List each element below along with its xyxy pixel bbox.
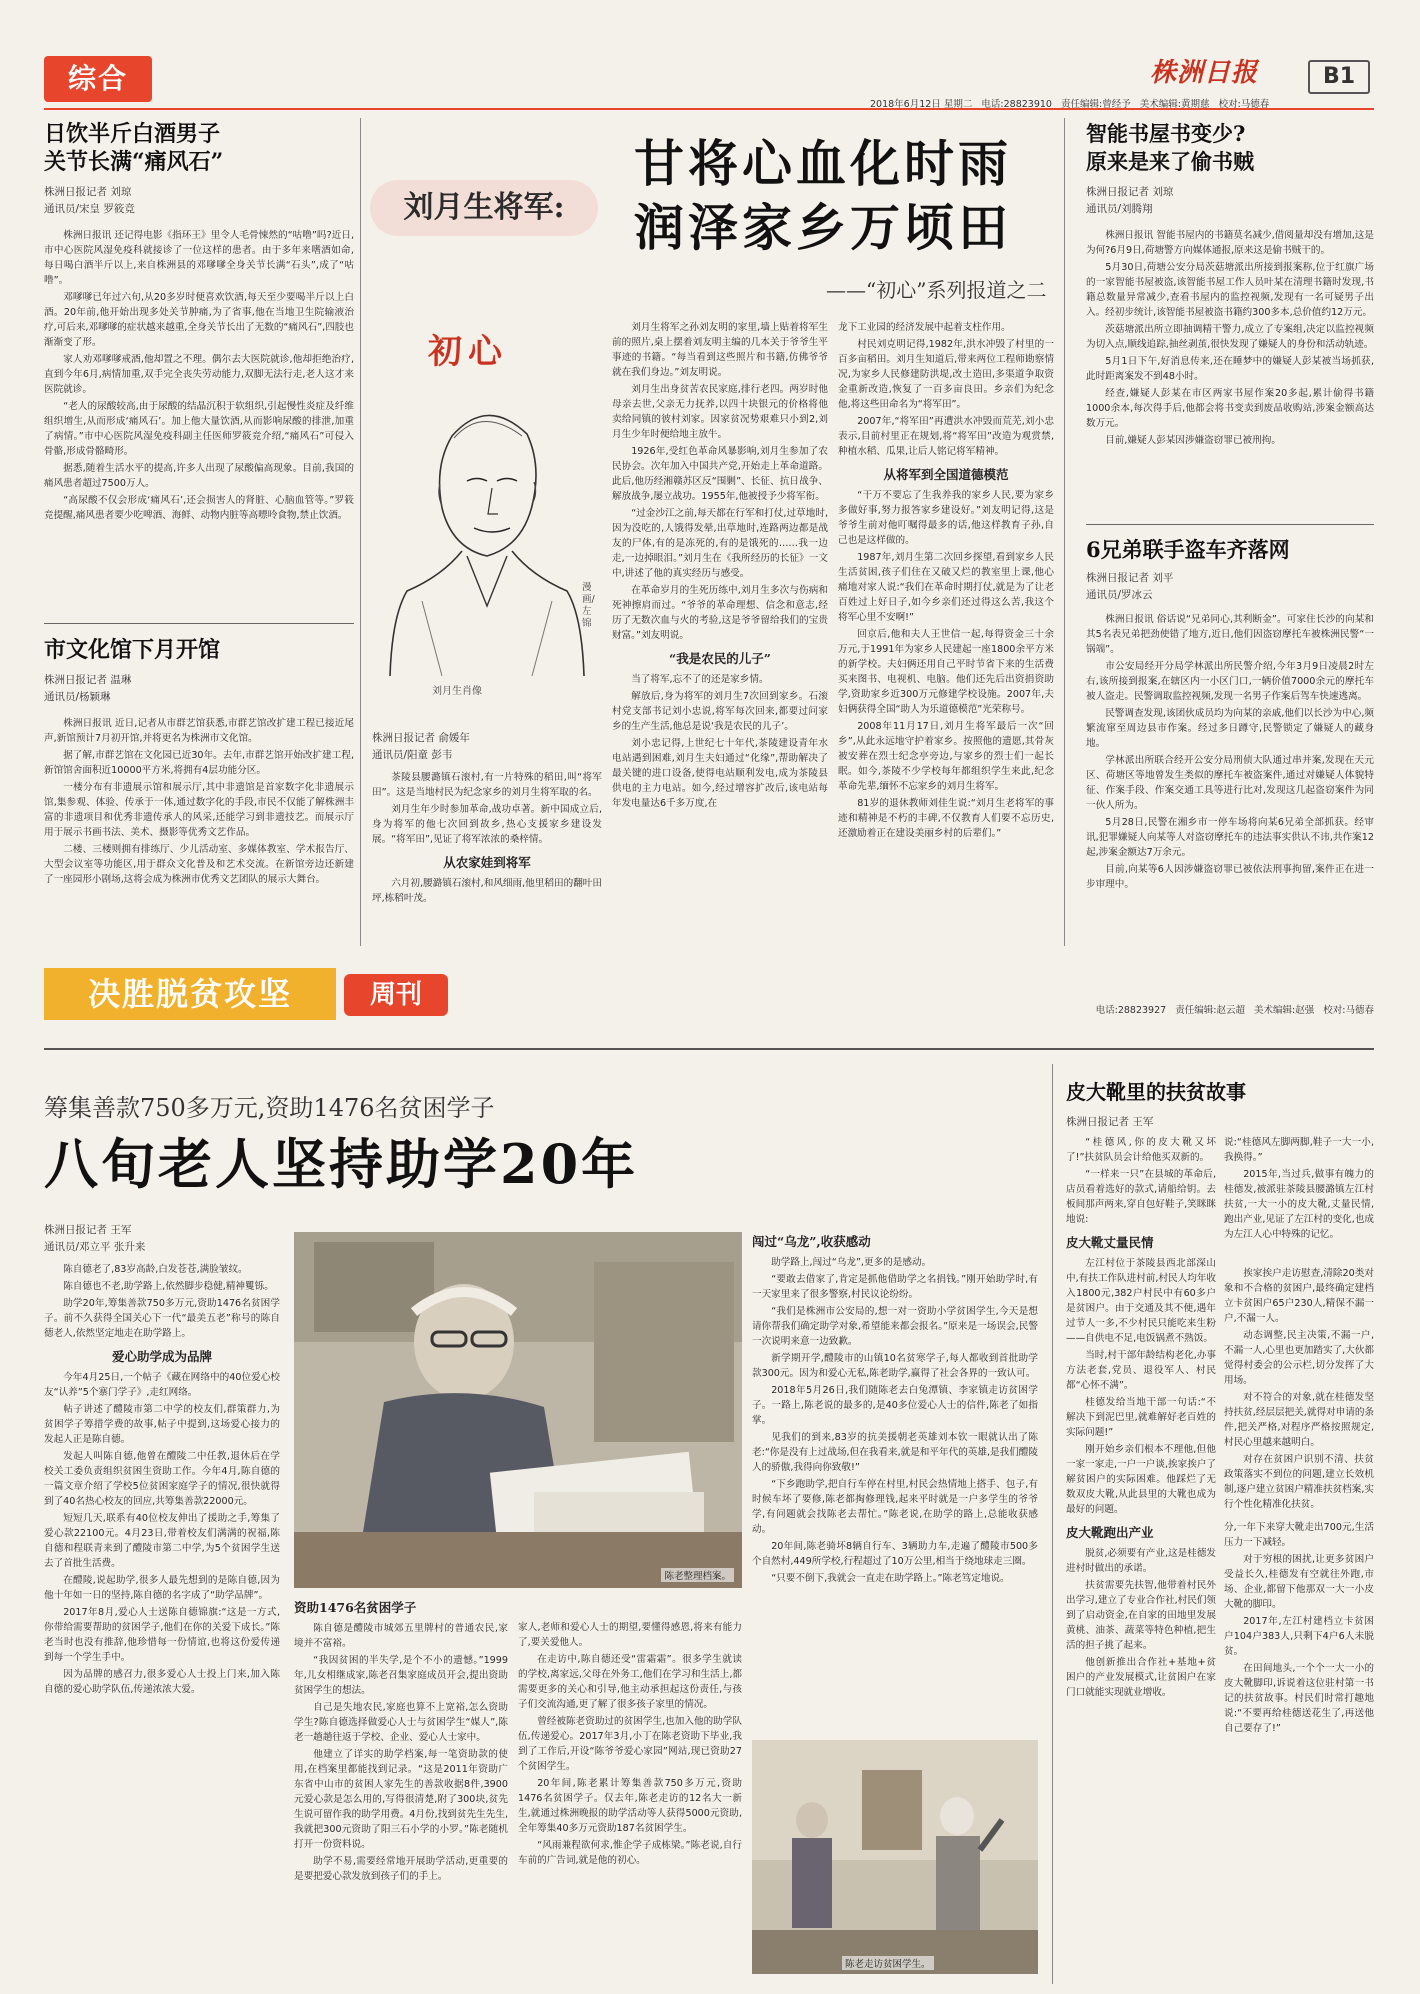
lead-para: “下乡跑助学,把自行车停在村里,村民会热情地上搭手、包子,有时候车坏了要修,陈老都掏修理钱,起来平时就是一户多学生的爷爷学,有问题就会找陈老去帮忙。”陈老说,在助学的路上,总能收获感动。	[752, 1479, 1038, 1535]
general-para: 1926年,受红色革命风暴影响,刘月生参加了农民协会。次年加入中国共产党,开始走上革命道路。此后,他历经湘赣苏区反“围剿”、长征、抗日战争、解放战争,屡立战功。1955年,他被授予少将军衔。	[612, 446, 828, 502]
bookhouse-para: 目前,嫌疑人彭某因涉嫌盗窃罪已被刑拘。	[1105, 435, 1281, 446]
weekly-title-box	[44, 968, 336, 1020]
boots-para: 扶贫需要先扶智,他带着村民外出学习,建立了专业合作社,村民们领到了启动资金,在自家的田地里发展黄桃、油茶、蔬菜等特色种植,把生活的担子挑了起来。	[1066, 1580, 1217, 1651]
lead-col-2	[294, 1598, 508, 1886]
issue-editor: 责任编辑:曾经予	[1061, 99, 1131, 110]
brothers-byline-correspondent: 通讯员/罗冰云	[1086, 589, 1153, 601]
boots-subhead-1: 皮大靴丈量民情	[1066, 1235, 1154, 1250]
brothers-para: 株洲日报讯 俗话说“兄弟同心,其利断金”。可家住长沙的向某和其5名表兄弟把劲使错了地方,近日,他们因盗窃摩托车被株洲民警“一锅端”。	[1086, 614, 1374, 655]
bookhouse-byline-correspondent: 通讯员/刘腾翔	[1086, 203, 1153, 215]
gout-para: “老人的尿酸较高,由于尿酸的结晶沉积于软组织,引起慢性炎症及纤维组织增生,从而形成‘痛风石’。加上他大量饮酒,从而影响尿酸的排泄,加重了病情。”市中心医院风湿免疫科副主任医师罗筱竞介绍,“痛风石”可侵入骨骼,形成骨骼畸形。	[44, 401, 354, 457]
boots-para: 说:“桂德风左脚两脚,鞋子一大一小,我换得。”	[1224, 1137, 1374, 1163]
lead-para: 在走访中,陈自德还受“雷霜霜”。很多学生就读的学校,离家远,父母在外务工,他们在学习和生活上,都需要更多的关心和引导,他主动承担起这份责任,与孩子们交流沟通,更了解了很多孩子家里的情况。	[518, 1654, 742, 1710]
weekly-phone: 电话:28823927	[1095, 1005, 1167, 1016]
boots-para: 2015年,当过兵,做事有魄力的桂德发,被派驻茶陵县腰潞镇左江村扶贫,一大一小的皮大靴,丈量民情,跑出产业,见证了左江村的变化,也成为左江人心中特殊的记忆。	[1224, 1169, 1375, 1240]
boots-byline: 株洲日报记者 王军	[1066, 1116, 1154, 1128]
lead-para: 家人,老师和爱心人士的期望,要懂得感恩,将来有能力了,要关爱他人。	[518, 1622, 742, 1648]
lead-kicker: 筹集善款750多万元,资助1476名贫困学子	[44, 1094, 495, 1122]
general-subhead-3: 从将军到全国道德模范	[883, 467, 1009, 482]
lead-para: “我因贫困的半失学,是个不小的遗憾。”1999年,儿女相继成家,陈老召集家庭成员开会,提出资助贫困学生的想法。	[294, 1655, 508, 1696]
gout-title-2: 关节长满“痛风石”	[44, 149, 224, 175]
lead-para: 今年4月25日,一个帖子《藏在网络中的40位爱心校友“认养”5个寨门学子》,走红网络。	[44, 1372, 280, 1398]
bookhouse-title-1: 智能书屋书变少?	[1086, 121, 1246, 146]
general-title-1: 甘将心血化时雨	[634, 134, 1012, 193]
brothers-para: 学林派出所联合经开公安分局刑侦大队通过串并案,发现在天元区、荷塘区等地曾发生类似的摩托车被盗案件,通过对嫌疑人体貌特征、作案手段、作案交通工具等进行比对,发现这几起盗窃案件为同一伙人所为。	[1086, 755, 1374, 811]
culture-para: 二楼、三楼则拥有排练厅、少儿活动室、多媒体教室、学术报告厅、大型会议室等功能区,用于群众文化普及和艺术交流。在新馆旁边还新建了一座园形小剧场,这将会成为株洲市优秀文艺团队的展示大舞台。	[44, 844, 354, 885]
lead-subhead-1: 爱心助学成为品牌	[111, 1349, 212, 1364]
gout-title-1: 日饮半斤白酒男子	[44, 121, 221, 147]
boots-col-right	[1224, 1135, 1374, 1738]
boots-para: 他创新推出合作社+基地+贫困户的产业发展模式,让贫困户在家门口就能实现就业增收。	[1066, 1657, 1216, 1698]
weekly-rule	[44, 1048, 1374, 1050]
gout-byline	[44, 184, 354, 218]
general-para: 茶陵县腰潞镇石滚村,有一片特殊的稻田,叫“将军田”。这是当地村民为纪念家乡的刘月生将军取的名。	[372, 772, 602, 798]
gout-body	[44, 228, 354, 523]
lead-para: “我们是株洲市公安局的,想一对一资助小学贫困学生,今天是想请你帮我们确定助学对象,希望能来都会报名。”原来是一场误会,民警一次说明来意一边致歉。	[752, 1306, 1038, 1347]
lead-para: “风雨兼程欲何求,惟企学子成栋梁。”陈老说,自行车前的广告词,就是他的初心。	[518, 1840, 742, 1866]
general-para: 81岁的退休教师刘佳生说:“刘月生老将军的事迹和精神是不朽的丰碑,不仅教育人们要不忘历史,还激励着正在建设美丽乡村的后辈们。”	[838, 798, 1054, 839]
bookhouse-byline	[1086, 184, 1374, 218]
general-byline-reporter: 株洲日报记者 俞媛年	[372, 732, 470, 744]
brothers-byline	[1086, 570, 1374, 604]
culture-byline	[44, 672, 354, 706]
boots-intro-left	[1066, 1135, 1216, 1227]
page-number: B1	[1322, 64, 1356, 89]
boots-para: 在田间地头,一个个一大一小的皮大靴脚印,诉说着这位驻村第一书记的扶贫故事。村民们时常打趣地说:“不要再给桂德送花生了,再送他自己要存了!”	[1224, 1663, 1374, 1734]
boots-intro-right	[1224, 1135, 1374, 1242]
lead-para: 助学20年,筹集善款750多万元,资助1476名贫困学子。前不久获得全国关心下一代“最美五老”称号的陈自德老人,依然坚定地走在助学路上。	[44, 1298, 280, 1339]
issue-meta	[870, 96, 1269, 110]
brothers-body	[1086, 612, 1374, 892]
lead-title: 八旬老人坚持助学20年	[44, 1132, 639, 1196]
column-rule	[360, 118, 361, 946]
lead-para: 发起人叫陈自德,他曾在醴陵二中任教,退休后在学校关工委负责组织贫困生资助工作。今年4月,陈自德的一篇文章介绍了学校5位贫困家庭学子的情况,很快就得到了40名热心校友的回应,共筹集善款22000元。	[44, 1451, 280, 1507]
lead-headline	[44, 1088, 1024, 1195]
general-para: 刘月生出身贫苦农民家庭,排行老四。两岁时他母亲去世,父亲无力抚养,以四十块银元的价格将他卖给同镇的彼村刘家。因家贫况势艰难只小到2,刘月生少年时便给地主放牛。	[612, 384, 828, 440]
boots-para: 2017年,左江村建档立卡贫困户104户383人,只剩下4户6人未脱贫。	[1224, 1616, 1374, 1657]
boots-para: 对于穷根的困扰,让更多贫困户受益长久,桂德发有空就往外跑,市场、企业,都留下他那双一大一小皮大靴的脚印。	[1224, 1554, 1374, 1610]
weekly-editor: 责任编辑:赵云超	[1175, 1005, 1245, 1016]
chuxin-logo-text: 初心	[428, 332, 508, 372]
general-byline-correspondent: 通讯员/阳童 彭韦	[372, 749, 453, 761]
general-para: 六月初,腰潞镇石滚村,和风细雨,他里稻田的翻叶田坪,栋稻叶茂。	[372, 878, 602, 904]
lead-col-1	[44, 1222, 280, 1699]
boots-para: 当时,村干部年龄结构老化,办事方法老套,党员、退役军人、村民都“心怀不满”。	[1066, 1350, 1217, 1391]
bookhouse-body	[1086, 228, 1374, 448]
boots-para: 动态调整,民主决策,不漏一户,不漏一人,心里也更加踏实了,大伙都觉得村委会的公示栏,切分发挥了大用场。	[1224, 1330, 1375, 1386]
lead-para: 帖子讲述了醴陵市第二中学的校友们,群策群力,为贫困学子筹措学费的故事,帖子中提到,这场爱心接力的发起人正是陈自德。	[44, 1404, 280, 1445]
general-byline	[372, 730, 602, 764]
general-kicker-box	[370, 180, 598, 236]
general-col-a	[372, 730, 602, 908]
lead-photo-caption: 陈老整理档案。	[661, 1568, 734, 1582]
lead-para: 2017年8月,爱心人士送陈自德锦旗:“这是一方式,你带给需要帮助的贫困学子,他们在你的关爱下成长。”陈老当时也没有推辞,他珍惜每一份情谊,也将这份爱传递到每一个学生手中。	[44, 1607, 280, 1663]
lead-para: 20年间,陈老骑坏8辆自行车、3辆助力车,走遍了醴陵市500多个自然村,449所学校,行程超过了10万公里,相当于绕地球走三圈。	[752, 1541, 1038, 1567]
general-para: 在革命岁月的生死历练中,刘月生多次与伤病和死神擦肩而过。“爷爷的革命理想、信念和意志,经历了无数次血与火的考验,这是爷爷留给我们的宝贵财富。”刘友明说。	[612, 585, 828, 641]
artist-credit: 漫画/左锦	[582, 582, 595, 629]
chuxin-logo	[428, 324, 548, 372]
culture-title: 市文化馆下月开馆	[44, 637, 221, 663]
bookhouse-title-2: 原来是来了偷书贼	[1086, 149, 1254, 174]
portrait-area	[372, 322, 602, 724]
article-six-brothers	[1086, 536, 1374, 894]
bookhouse-para: 经查,嫌疑人彭某在市区两家书屋作案20多起,累计偷得书籍1000余本,每次得手后,他都会将书变卖到废品收购站,涉案金额高达数万元。	[1086, 388, 1374, 429]
lead-para: 助学不易,需要经常地开展助学活动,更重要的是要把爱心款发放到孩子们的手上。	[294, 1856, 508, 1882]
boots-title: 皮大靴里的扶贫故事	[1066, 1080, 1246, 1104]
general-para: 1987年,刘月生第二次回乡探望,看到家乡人民生活贫困,孩子们住在又破又烂的教室里上课,他心痛地对家人说:“我们在革命时期打仗,就是为了让老百姓过上好日子,如今乡亲们还过得这么苦,我这个将军心里不安啊!”	[838, 552, 1054, 623]
divider	[1086, 524, 1374, 525]
general-col-b-body	[612, 320, 828, 643]
culture-body	[44, 716, 354, 887]
column-rule	[1064, 118, 1065, 946]
general-title-2: 润泽家乡万顷田	[634, 198, 1012, 257]
column-rule	[1052, 1064, 1053, 1984]
article-smart-bookhouse	[1086, 120, 1374, 450]
lead-para: 在醴陵,说起助学,很多人最先想到的是陈自德,因为他十年如一日的坚持,陈自德的名字成了“助学品牌”。	[44, 1575, 280, 1601]
lead-para: 短短几天,联系有40位校友伸出了援助之手,筹集了爱心款22100元。4月23日,带着校友们满满的祝福,陈自德和程联青来到了醴陵市第二中学,为5个贫困学生送去了首批生活费。	[44, 1513, 280, 1569]
culture-byline-correspondent: 通讯员/杨颖琳	[44, 691, 111, 703]
brothers-para: 市公安局经开分局学林派出所民警介绍,今年3月9日凌晨2时左右,该所接到报案,在辖区内一小区门口,一辆价值7000余元的摩托车被人盗走。民警调取监控视频,发现一名男子作案后驾车快速逃离。	[1086, 661, 1374, 702]
lead-para: “要敢去借家了,肯定是抓他借助学之名捐钱。”刚开始助学时,有一天家里来了很多警察,村民议论纷纷。	[752, 1274, 1038, 1300]
boots-col-left	[1066, 1135, 1216, 1738]
general-para: 解放后,身为将军的刘月生7次回到家乡。石滚村党支部书记刘小忠说,将军每次回来,都要过问家乡的生产生活,他总是说‘我是农民的儿子’。	[612, 691, 828, 732]
boots-para: 脱贫,必须要有产业,这是桂德发进村时做出的承诺。	[1066, 1548, 1217, 1574]
lead-photo-2-image	[752, 1740, 1038, 1974]
boots-col-right-body-2	[1224, 1520, 1374, 1736]
lead-para: 陈自德是醴陵市城郊五里牌村的普通农民,家境并不富裕。	[294, 1623, 508, 1649]
gout-para: 邓嗲嗲已年过六旬,从20多岁时便喜欢饮酒,每天至少要喝半斤以上白酒。20年前,他开始出现多处关节肿痛,为了省事,他在当地卫生院输液治疗,可后来,邓嗲嗲的症状越来越重,全身关节长出了无数的“痛风石”,四肢也渐渐变了形。	[44, 292, 354, 348]
lead-para: 见我们的到来,83岁的抗美援朝老英雄刘本钦一眼就认出了陈老:“你是没有上过战场,但在我看来,就是和平年代的英雄,是我们醴陵人的骄傲,我得向你致敬!”	[752, 1432, 1038, 1473]
article-culture-center	[44, 636, 354, 889]
general-para: 村民刘克明记得,1982年,洪水冲毁了村里的一百多亩稻田。刘月生知道后,带来两位工程师勘察情况,为家乡人民修建防洪堤,改土造田,多渠道争取资金重新改造,恢复了一百多亩良田。乡亲们为纪念他,将这些田命名为“将军田”。	[838, 339, 1054, 410]
gout-para: 家人劝邓嗲嗲戒酒,他却置之不理。偶尔去大医院就诊,他却拒绝治疗,直到今年6月,病情加重,双手完全丧失劳动能力,双脚无法行走,老人这才来医院就诊。	[44, 354, 354, 395]
lead-para: 新学期开学,醴陵市的山镇10名贫寒学子,每人都收到首批助学款300元。因为和爱心无私,陈老助学,赢得了社会各界的一致认可。	[752, 1353, 1038, 1379]
lead-col-1-tail	[44, 1370, 280, 1697]
lead-para: 陈自德也不老,助学路上,依然脚步稳健,精神矍铄。	[63, 1281, 274, 1292]
brothers-byline-reporter: 株洲日报记者 刘平	[1086, 572, 1174, 584]
general-para: 刘小忠记得,上世纪七十年代,茶陵建设青年水电站遇到困难,刘月生夫妇通过“化缘”,帮助解决了最关键的进口设备,使得电站顺利发电,成为茶陵县供电的主力电站。如今,经过增容扩改后,该电站每年发电量达6千多万度,在	[612, 738, 828, 809]
general-intro	[372, 770, 602, 847]
article-gout	[44, 120, 354, 525]
culture-para: 株洲日报讯 近日,记者从市群艺馆获悉,市群艺馆改扩建工程已接近尾声,新馆预计7月初开馆,并将更名为株洲市文化馆。	[44, 718, 354, 744]
general-col-c-tail	[838, 488, 1054, 841]
general-para: 刘月生将军之孙刘友明的家里,墙上贴着将军生前的照片,桌上摆着刘友明主编的几本关于爷爷生平事迹的书籍。“每当看到这些照片和书籍,仿佛爷爷就在我们身边。”刘友明说。	[612, 322, 828, 378]
lead-photo	[294, 1232, 742, 1588]
newspaper-logo: 株洲日报	[1150, 58, 1259, 88]
lead-photo-image	[294, 1232, 742, 1588]
brothers-para: 目前,向某等6人因涉嫌盗窃罪已被依法刑事拘留,案件正在进一步审理中。	[1086, 864, 1374, 890]
lead-col-3	[518, 1620, 742, 1870]
culture-byline-reporter: 株洲日报记者 温琳	[44, 674, 132, 686]
lead-col-4-body	[752, 1255, 1038, 1586]
lead-para: “只要不倒下,我就会一直走在助学路上。”陈老笃定地说。	[771, 1573, 1010, 1584]
issue-phone: 电话:28823910	[981, 99, 1052, 110]
general-series: ——“初心”系列报道之二	[826, 278, 1047, 302]
boots-col-left-body	[1066, 1256, 1216, 1517]
issue-date: 2018年6月12日 星期二	[870, 99, 973, 110]
divider	[44, 623, 354, 624]
gout-para: “高尿酸不仅会形成‘痛风石’,还会损害人的肾脏、心脑血管等。”罗筱竞提醒,痛风患者要少吃啤酒、海鲜、动物内脏等高嘌呤食物,禁止饮酒。	[44, 495, 354, 521]
general-subhead-2: “我是农民的儿子”	[669, 651, 771, 666]
boots-subhead-2: 皮大靴跑出产业	[1066, 1525, 1154, 1540]
brothers-title: 6兄弟联手盗车齐落网	[1086, 537, 1290, 562]
page-number-badge	[1308, 60, 1370, 94]
boots-para: 刚开始乡亲们根本不理他,但他一家一家走,一户一户谈,挨家挨户了解贫困户的实际困难。他踩烂了无数双皮大靴,从此县里的大靴也成为最好的问题。	[1066, 1444, 1217, 1515]
section-badge	[44, 56, 152, 102]
lead-col-3-body	[518, 1620, 742, 1868]
boots-para: 挨家挨户走访慰查,清除20类对象和不合格的贫困户,最终确定建档立卡贫困户65户230人,精保不漏一户,不漏一人。	[1224, 1268, 1374, 1324]
brothers-para: 5月28日,民警在湘乡市一停车场将向某6兄弟全部抓获。经审讯,犯罪嫌疑人向某等人对盗窃摩托车的违法事实供认不讳,共作案12起,涉案金额达7万余元。	[1086, 817, 1374, 858]
weekly-badge: 周刊	[369, 980, 422, 1010]
issue-proofreader: 校对:马德春	[1218, 99, 1270, 110]
general-headline-block	[366, 118, 1056, 314]
general-para: “干万不要忘了生我养我的家乡人民,要为家乡多做好事,努力报答家乡建设好。”刘友明记得,这是爷爷生前对他叮嘱得最多的话,他这样教育子孙,自己也是这样做的。	[838, 490, 1054, 546]
lead-para: 20年间,陈老累计筹集善款750多万元,资助1476名贫困学子。仅去年,陈老走访的12名大一新生,就通过株洲晚报的助学活动等人获得5000元资助,全年筹集40多万元资助187名贫困学生。	[518, 1778, 742, 1834]
general-col-c	[838, 320, 1054, 843]
general-col-b-tail	[612, 672, 828, 811]
gout-byline-reporter: 株洲日报记者 刘琼	[44, 186, 132, 198]
section-badge-label: 综合	[67, 62, 128, 95]
boots-para: “桂德风,你的皮大靴又坏了!”扶贫队员会计给他买双新的。	[1066, 1137, 1216, 1163]
general-para: 刘月生年少时参加革命,战功卓著。新中国成立后,身为将军的他七次回到故乡,热心支援家乡建设发展。“将军田”,见证了将军浓浓的桑梓情。	[372, 804, 602, 845]
weekly-badge-box	[344, 974, 448, 1016]
lead-col-4	[752, 1232, 1038, 1588]
general-para: “过金沙江之前,每天都在行军和打仗,过草地时,因为没吃的,人饿得发晕,出草地时,连路两边都是战友的尸体,有的是冻死的,有的是饿死的……我一边走,一边掉眼泪。”刘月生在《我所经历的长征》一文中,讲述了他的真实经历与感受。	[612, 508, 828, 579]
boots-para: 对存在贫困户识别不清、扶贫政策落实不到位的问题,建立长效机制,逐户建立贫困户精准扶贫档案,实行个性化精准化扶贫。	[1224, 1454, 1375, 1510]
lead-subhead-3: 闯过“乌龙”,收获感动	[752, 1234, 871, 1249]
boots-col-left-body-2	[1066, 1546, 1216, 1700]
lead-photo-2	[752, 1740, 1038, 1974]
general-para: 2007年,“将军田”再遭洪水冲毁而荒芜,刘小忠表示,目前村里正在规划,将“将军田”改造为观赏禁,种植水稻、瓜果,让后人铭记将军精神。	[838, 416, 1054, 457]
boots-para: 左江村位于茶陵县西北部深山中,有扶工作队进村前,村民人均年收入1800元,382户村民中有60多户是贫困户。由于交通及其不便,遇年过节人一多,不少村民只能吃来生粉——自供电不足,电饭锅煮不熟饭。	[1066, 1258, 1217, 1344]
lead-para: 2018年5月26日,我们随陈老去白兔潭镇、李家镇走访贫困学子。一路上,陈老说的最多的,是40多位爱心人士的信件,陈老了如指掌。	[752, 1385, 1038, 1426]
bookhouse-byline-reporter: 株洲日报记者 刘琼	[1086, 186, 1174, 198]
lead-para: 自己是失地农民,家庭也算不上宽裕,怎么资助学生?陈自德选择做爱心人士与贫困学生“媒人”,陈老一趟趟往返于学校、企业、爱心人士家中。	[294, 1702, 508, 1743]
lead-para: 因为品牌的感召力,很多爱心人士投上门来,加入陈自德的爱心助学队伍,传递浓浓大爱。	[44, 1669, 280, 1695]
article-leather-boots	[1066, 1078, 1374, 1738]
general-subhead-1: 从农家娃到将军	[443, 855, 531, 870]
lead-byline-reporter: 株洲日报记者 王军	[44, 1224, 132, 1236]
gout-byline-correspondent: 通讯员/宋皇 罗筱竞	[44, 203, 135, 215]
general-para: 2008年11月17日,刘月生将军最后一次“回乡”,从此永远地守护着家乡。按照他的遗愿,其骨灰被安葬在烈士纪念亭旁边,与家乡的烈士们一起长眠。如今,茶陵不少学校每年都组织学生来此,纪念革命先辈,缅怀不忘家乡的刘月生将军。	[838, 721, 1054, 792]
lead-byline-correspondent: 通讯员/邓立平 张升来	[44, 1241, 146, 1253]
lead-col-2-body	[294, 1621, 508, 1884]
boots-para: 桂德发给当地干部一句话:“不解决下到泥巴里,就难解好老百姓的实际问题!”	[1066, 1397, 1216, 1438]
weekly-meta	[1096, 1002, 1374, 1016]
bookhouse-para: 5月30日,荷塘公安分局茨菇塘派出所接到报案称,位于红旗广场的一家智能书屋被盗,该智能书屋工作人员叶某在清理书籍时发现,书籍总数量异常减少,查看书屋内的监控视频,发现有一名可疑男子出入。经初步统计,该智能书屋被盗书籍约300多本,总价值约12万元。	[1086, 262, 1374, 318]
general-col-c-body	[838, 320, 1054, 459]
lead-para: 他建立了详实的助学档案,每一笔资助款的使用,在档案里都能找到记录。“这是2011年资助广东省中山市的贫困人家先生的善款收据8件,3900元爱心款是怎么用的,写得很清楚,附了300块,贫先生说可留作我的助学用费。4月份,找到贫先生先生,我就把300元资助了阳三石小学的小罗。”陈老随机打开一份资料说。	[294, 1749, 508, 1850]
gout-para: 据悉,随着生活水平的提高,许多人出现了尿酸偏高现象。目前,我国的痛风患者超过7500万人。	[44, 463, 354, 489]
weekly-proofreader: 校对:马德春	[1323, 1005, 1374, 1016]
culture-para: 一楼分布有非遗展示馆和展示厅,其中非遗馆是首家数字化非遗展示馆,集参观、体验、传承于一体,通过数字化的手段,市民不仅能了解株洲丰富的非遗项目和优秀非遗传承人的风采,还能学习到非遗技艺。而展示厅用于展示书画书法、美术、摄影等优秀文艺作品。	[44, 782, 354, 838]
boots-col-right-body	[1224, 1266, 1374, 1512]
general-col-a-tail	[372, 876, 602, 906]
portrait-caption: 刘月生肖像	[432, 686, 482, 697]
general-para: 当了将军,忘不了的还是家乡情。	[631, 674, 769, 685]
lead-byline	[44, 1222, 280, 1256]
boots-columns	[1066, 1135, 1374, 1738]
culture-para: 据了解,市群艺馆在文化园已近30年。去年,市群艺馆开始改扩建工程,新馆馆舍面积近10000平方米,将拥有4层功能分区。	[44, 750, 354, 776]
general-para: 龙下工业园的经济发展中起着支柱作用。	[838, 322, 1011, 333]
general-kicker: 刘月生将军:	[403, 190, 565, 225]
brothers-para: 民警调查发现,该团伙成员均为向某的亲戚,他们以长沙为中心,频繁流窜至周边县市作案。经过多日蹲守,民警锁定了嫌疑人的藏身地。	[1086, 708, 1374, 749]
boots-para: 分,一年下来穿大靴走出700元,生活压力一下减轻。	[1224, 1522, 1374, 1548]
lead-para: 陈自德老了,83岁高龄,白发苍苍,满脸皱纹。	[63, 1264, 248, 1275]
lead-photo-2-caption: 陈老走访贫困学生。	[842, 1956, 934, 1970]
lead-col-1-body	[44, 1262, 280, 1341]
boots-para: 对不符合的对象,就在桂德发坚持扶贫,经层层把关,就得对申请的条件,把关严格,对程序严格按照规定,村民心里越来越明白。	[1224, 1392, 1375, 1448]
bookhouse-para: 5月1日下午,好消息传来,还在睡梦中的嫌疑人彭某被当场抓获,此时距离案发不到48小时。	[1086, 356, 1374, 382]
issue-art-editor: 美术编辑:黄期慈	[1139, 99, 1210, 110]
lead-para: 助学路上,闯过“乌龙”,更多的是感动。	[771, 1257, 932, 1268]
bookhouse-para: 茨菇塘派出所立即抽调精干警力,成立了专案组,决定以监控视频为切入点,顺线追踪,抽丝剥茧,很快发现了嫌疑人的身份和活动轨迹。	[1086, 324, 1374, 350]
general-col-b	[612, 320, 828, 813]
weekly-banner	[44, 968, 1374, 1020]
portrait-sketch	[382, 376, 592, 676]
weekly-title: 决胜脱贫攻坚	[87, 975, 292, 1013]
weekly-art-editor: 美术编辑:赵强	[1254, 1005, 1315, 1016]
gout-para: 株洲日报讯 还记得电影《指环王》里令人毛骨悚然的“咕噜”吗?近日,市中心医院风湿免疫科就接诊了一位这样的患者。由于多年来嗜酒如命,每日喝白酒半斤以上,来自株洲县的邓嗲嗲全身关节长满“石头”,成了“咕噜”。	[44, 230, 354, 286]
general-para: 回京后,他和夫人王世信一起,每得资金三十余万元,于1991年为家乡人民建起一座1800余平方米的新学校。夫妇俩还用自己平时节省下来的生活费买来图书、电视机、电脑。他们还先后出资捐资助学,资助家乡近300万元修建学校设施。2007年,夫妇俩获得全国“助人为乐道德模范”光荣称号。	[838, 629, 1054, 715]
bookhouse-para: 株洲日报讯 智能书屋内的书籍莫名减少,借阅量却没有增加,这是为何?6月9日,荷塘警方向媒体通报,原来这是偷书贼干的。	[1086, 230, 1374, 256]
boots-para: “一样来一只”在县城的革命后,店员看着选好的款式,请船给钥。去板间那声两来,穿自包好鞋子,笑眯眯地说:	[1066, 1169, 1217, 1225]
lead-para: 曾经被陈老资助过的贫困学生,也加入他的助学队伍,传递爱心。2017年3月,小丁在陈老资助下毕业,我到了工作后,开设“陈爷爷爱心家园”网站,现已资助27个贫困学生。	[518, 1716, 742, 1772]
lead-subhead-2: 资助1476名贫困学子	[294, 1600, 417, 1615]
